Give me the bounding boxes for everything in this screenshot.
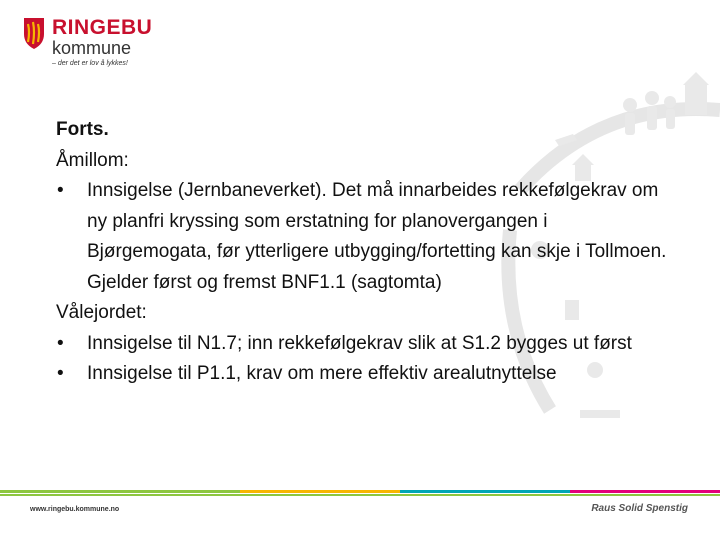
footer-line-green-thin bbox=[0, 494, 720, 496]
bullet-item bbox=[56, 176, 676, 298]
bullet-text: Innsigelse (Jernbaneverket). Det må innarbeides rekkefølgekrav om ny planfri kryssing som erstatning for planovergangen i Bjørgemogata, før ytterligere utbygging/fortetting kan skje i Tollmoen. Gjelder først og fremst BNF1.1 (sagtomta) bbox=[87, 180, 667, 293]
bullet-item bbox=[56, 359, 676, 390]
footer-url[interactable]: www.ringebu.kommune.no bbox=[30, 506, 120, 513]
bullet-text: Innsigelse til N1.7; inn rekkefølgekrav slik at S1.2 bygges ut først bbox=[87, 332, 632, 354]
footer-slogan: Raus Solid Spenstig bbox=[591, 503, 688, 514]
logo-name: RINGEBU bbox=[52, 16, 153, 39]
bullet-text: Innsigelse til P1.1, krav om mere effektiv arealutnyttelse bbox=[87, 363, 557, 384]
bullet-icon: • bbox=[57, 363, 64, 384]
section-label-amillom: Åmillom: bbox=[56, 149, 129, 171]
slide-heading: Forts. bbox=[56, 119, 109, 140]
bullet-item bbox=[56, 329, 676, 360]
logo-tagline: – der det er lov å lykkes! bbox=[52, 60, 128, 67]
bullet-icon: • bbox=[57, 180, 64, 201]
footer-line-yellow bbox=[240, 490, 400, 493]
logo-subtitle: kommune bbox=[52, 38, 132, 58]
footer-line-magenta bbox=[570, 490, 720, 493]
coat-of-arms-icon bbox=[22, 16, 46, 50]
section-label-valejordet: Vålejordet: bbox=[56, 302, 147, 323]
footer-line-green bbox=[0, 490, 240, 493]
slide-content bbox=[56, 115, 676, 390]
footer-color-lines bbox=[0, 490, 720, 496]
ringebu-logo bbox=[22, 14, 152, 74]
bullet-icon: • bbox=[57, 332, 64, 354]
footer-line-teal bbox=[400, 490, 570, 493]
